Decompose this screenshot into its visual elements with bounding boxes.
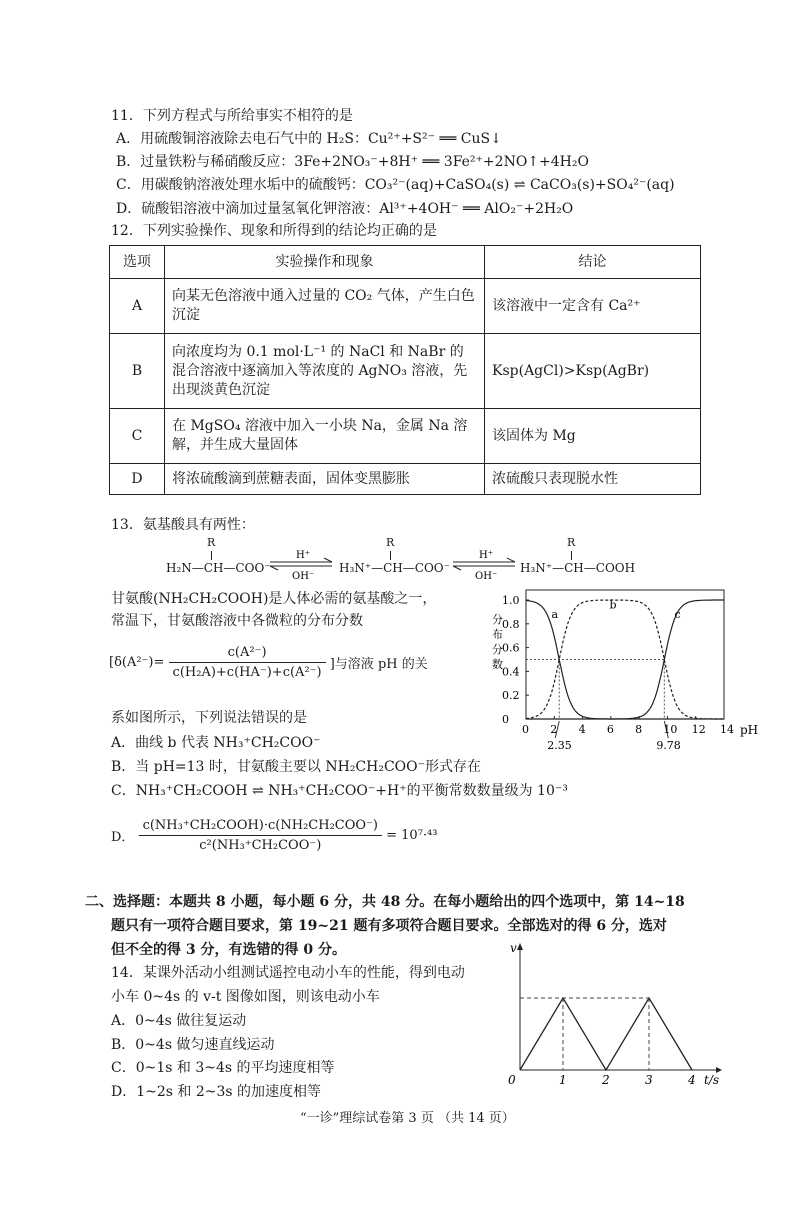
q13-option-b: B．当 pH=13 时，甘氨酸主要以 NH₂CH₂COO⁻形式存在	[111, 759, 482, 775]
q13-base-label: OH⁻	[475, 571, 498, 582]
delta-numerator: c(A²⁻)	[169, 645, 326, 663]
table-cell-option: C	[110, 409, 165, 464]
y-tick-label: 0.6	[502, 641, 520, 655]
y-axis-label-3: 分	[492, 643, 503, 656]
delta-fraction	[169, 645, 326, 680]
q13-bond	[571, 551, 572, 560]
q12-stem: 12．下列实验操作、现象和所得到的结论均正确的是	[111, 223, 437, 239]
section2-line-3: 但不全的得 3 分，有选错的得 0 分。	[111, 942, 346, 958]
q14-option-a: A．0~4s 做往复运动	[111, 1013, 247, 1029]
q13-stem: 13．氨基酸具有两性：	[111, 517, 255, 533]
option-d-denominator: c²(NH₃⁺CH₂COO⁻)	[199, 838, 322, 853]
section2-line-1: 二、选择题：本题共 8 小题，每小题 6 分，共 48 分。在每小题给出的四个选项中，第 14~18	[85, 894, 685, 910]
q13-acid-label: H⁺	[479, 550, 493, 561]
q13-paragraph-2: 常温下，甘氨酸溶液中各微粒的分布分数	[111, 613, 363, 629]
velocity-time-chart	[500, 938, 730, 1088]
option-d-value: = 10⁷·⁴³	[386, 828, 438, 843]
x-tick-label: 10	[663, 723, 678, 736]
y-tick-label: 0.4	[502, 665, 520, 679]
curve-label-a: a	[551, 607, 559, 621]
q13-r-group: R	[386, 536, 395, 549]
q13-bond	[211, 551, 212, 560]
t-tick-label: 3	[645, 1073, 653, 1087]
y-tick-label: 1.0	[502, 594, 520, 607]
table-cell-experiment: 将浓硫酸滴到蔗糖表面，固体变黑膨胀	[165, 464, 485, 495]
table-cell-experiment: 向某无色溶液中通入过量的 CO₂ 气体，产生白色沉淀	[165, 279, 485, 334]
y-axis-label-1: 分	[492, 613, 503, 626]
q13-base-label: OH⁻	[292, 571, 315, 582]
q13-r-group: R	[207, 536, 216, 549]
q13-paragraph-3: 系如图所示，下列说法错误的是	[111, 710, 307, 726]
equilibrium-arrow-icon	[266, 548, 336, 582]
table-header-row	[110, 246, 701, 279]
option-d-fraction	[139, 818, 382, 853]
q14-option-c: C．0~1s 和 3~4s 的平均速度相等	[111, 1060, 335, 1076]
table-cell-option: B	[110, 334, 165, 409]
velocity-line	[520, 998, 692, 1070]
q13-acid-label: H⁺	[296, 550, 310, 561]
distribution-fraction-chart	[484, 585, 774, 755]
table-cell-conclusion: Ksp(AgCl)>Ksp(AgBr)	[485, 334, 701, 409]
curve-label-c: c	[674, 607, 681, 621]
q14-stem-2: 小车 0~4s 的 v-t 图像如图，则该电动小车	[111, 989, 380, 1005]
table-cell-conclusion: 该固体为 Mg	[485, 409, 701, 464]
delta-prefix: [δ(A²⁻)=	[109, 655, 165, 670]
x-tick-label: 2	[550, 723, 558, 736]
q13-r-group: R	[567, 536, 576, 549]
q11-option-b: B．过量铁粉与稀硝酸反应：3Fe+2NO₃⁻+8H⁺ ══ 3Fe²⁺+2NO↑+4H₂O	[116, 154, 589, 170]
v-axis-label: v	[510, 941, 517, 955]
delta-denominator: c(H₂A)+c(HA⁻)+c(A²⁻)	[172, 665, 322, 680]
pka-label: 2.35	[547, 739, 572, 752]
v-axis-arrow-icon	[517, 943, 523, 950]
table-header: 选项	[110, 246, 165, 279]
y-axis-label-4: 数	[492, 658, 503, 671]
y-tick-label: 0.8	[502, 617, 520, 631]
pka-label: 9.78	[656, 739, 681, 752]
x-axis-label: pH	[740, 723, 759, 737]
q13-option-c: C．NH₃⁺CH₂COOH ⇌ NH₃⁺CH₂COO⁻+H⁺的平衡常数数量级为 10⁻³	[111, 783, 568, 799]
table-header: 实验操作和现象	[165, 246, 485, 279]
q13-paragraph-1: 甘氨酸(NH₂CH₂COOH)是人体必需的氨基酸之一，	[111, 591, 437, 607]
q11-option-c: C．用碳酸钠溶液处理水垢中的硫酸钙：CO₃²⁻(aq)+CaSO₄(s) ⇌ CaCO₃(s)+SO₄²⁻(aq)	[116, 177, 675, 193]
curve-label-b: b	[609, 598, 617, 612]
q11-stem: 11．下列方程式与所给事实不相符的是	[111, 108, 353, 124]
x-tick-label: 6	[606, 723, 614, 736]
delta-suffix: ]与溶液 pH 的关	[329, 657, 428, 672]
q13-delta-formula	[109, 645, 428, 680]
q13-species-zwitterion: H₃N⁺—CH—COO⁻	[339, 561, 450, 575]
table-cell-conclusion: 浓硫酸只表现脱水性	[485, 464, 701, 495]
q13-species-anion: H₂N—CH—COO⁻	[166, 561, 271, 575]
q13-bond	[390, 551, 391, 560]
x-tick-label: 14	[720, 723, 734, 736]
q14-option-d: D．1~2s 和 2~3s 的加速度相等	[111, 1084, 322, 1100]
q14-option-b: B．0~4s 做匀速直线运动	[111, 1037, 275, 1053]
x-tick-label: 4	[578, 723, 586, 736]
x-tick-label: 0	[522, 723, 529, 736]
table-row	[110, 464, 701, 495]
table-cell-option: A	[110, 279, 165, 334]
q11-option-a: A．用硫酸铜溶液除去电石气中的 H₂S：Cu²⁺+S²⁻ ══ CuS↓	[116, 131, 502, 147]
table-cell-option: D	[110, 464, 165, 495]
y-axis-label-2: 布	[492, 628, 503, 641]
page-footer: “一诊”理综试卷第 3 页 （共 14 页）	[300, 1111, 515, 1126]
q11-option-d: D．硫酸铝溶液中滴加过量氢氧化钾溶液：Al³⁺+4OH⁻ ══ AlO₂⁻+2H₂O	[116, 201, 574, 217]
y-tick-label: 0	[502, 713, 509, 726]
option-d-label: D．	[111, 830, 135, 845]
section2-line-2: 题只有一项符合题目要求，第 19~21 题有多项符合题目要求。全部选对的得 6 分，选对	[111, 918, 667, 934]
table-row	[110, 334, 701, 409]
t-tick-label: 1	[559, 1073, 567, 1087]
q13-species-cation: H₃N⁺—CH—COOH	[520, 561, 636, 575]
q14-stem-1: 14．某课外活动小组测试遥控电动小车的性能，得到电动	[111, 965, 465, 981]
table-row	[110, 409, 701, 464]
table-cell-conclusion: 该溶液中一定含有 Ca²⁺	[485, 279, 701, 334]
q13-option-a: A．曲线 b 代表 NH₃⁺CH₂COO⁻	[111, 735, 321, 751]
table-row	[110, 279, 701, 334]
t-tick-label: 2	[602, 1073, 610, 1087]
x-tick-label: 12	[691, 723, 706, 736]
table-cell-experiment: 向浓度均为 0.1 mol·L⁻¹ 的 NaCl 和 NaBr 的混合溶液中逐滴加入等浓度的 AgNO₃ 溶液，先出现淡黄色沉淀	[165, 334, 485, 409]
q13-option-d	[111, 818, 437, 853]
t-axis-label: t/s	[704, 1073, 720, 1087]
t-tick-label: 4	[688, 1073, 696, 1087]
option-d-numerator: c(NH₃⁺CH₂COOH)·c(NH₂CH₂COO⁻)	[139, 818, 382, 836]
table-cell-experiment: 在 MgSO₄ 溶液中加入一小块 Na，金属 Na 溶解，并生成大量固体	[165, 409, 485, 464]
t-tick-label: 0	[508, 1073, 516, 1087]
x-tick-label: 8	[635, 723, 643, 736]
equilibrium-arrow-icon	[449, 548, 519, 582]
y-tick-label: 0.2	[502, 689, 520, 703]
q12-table	[109, 245, 701, 495]
table-header: 结论	[485, 246, 701, 279]
